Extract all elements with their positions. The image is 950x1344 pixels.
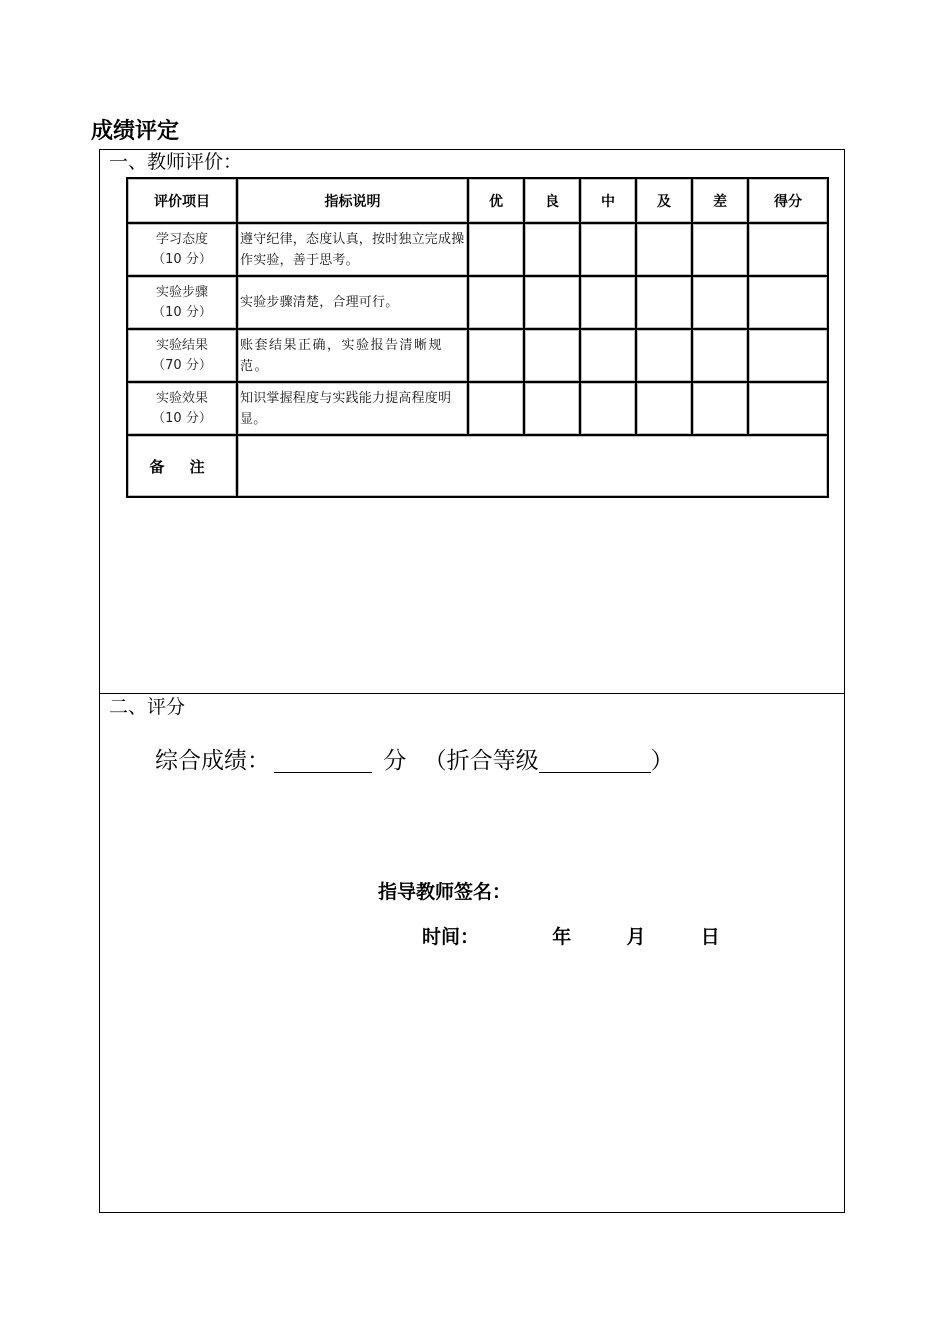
row-desc: 遵守纪律，态度认真，按时独立完成操作实验，善于思考。 bbox=[237, 223, 468, 276]
grade-cell-good[interactable] bbox=[524, 276, 580, 329]
table-row bbox=[127, 223, 828, 276]
grade-cell-excellent[interactable] bbox=[468, 276, 524, 329]
day-label: 日 bbox=[700, 926, 720, 948]
header-pass: 及 bbox=[636, 178, 692, 223]
table-header-row bbox=[127, 178, 828, 223]
row-item-cell bbox=[127, 223, 237, 276]
grade-cell-medium[interactable] bbox=[580, 382, 636, 435]
grade-cell-pass[interactable] bbox=[636, 276, 692, 329]
grade-cell-poor[interactable] bbox=[692, 223, 748, 276]
row-item-name: 实验步骤 bbox=[155, 284, 208, 300]
grade-cell-poor[interactable] bbox=[692, 276, 748, 329]
row-desc: 账套结果正确，实验报告清晰规范。 bbox=[237, 329, 468, 382]
grade-field[interactable] bbox=[539, 750, 651, 773]
grade-cell-medium[interactable] bbox=[580, 329, 636, 382]
teacher-signature-label: 指导教师签名： bbox=[378, 881, 512, 903]
grade-cell-medium[interactable] bbox=[580, 276, 636, 329]
grade-cell-excellent[interactable] bbox=[468, 382, 524, 435]
grade-cell-poor[interactable] bbox=[692, 329, 748, 382]
row-item-cell bbox=[127, 382, 237, 435]
points-unit: 分 bbox=[383, 748, 407, 774]
grade-cell-pass[interactable] bbox=[636, 382, 692, 435]
grade-cell-excellent[interactable] bbox=[468, 223, 524, 276]
score-cell[interactable] bbox=[748, 223, 828, 276]
row-item-weight: （10 分） bbox=[152, 251, 212, 267]
grade-cell-medium[interactable] bbox=[580, 223, 636, 276]
row-item-weight: （10 分） bbox=[152, 410, 212, 426]
composite-score-label: 综合成绩： bbox=[155, 748, 270, 774]
page-title: 成绩评定 bbox=[91, 119, 180, 144]
score-cell[interactable] bbox=[748, 329, 828, 382]
header-good: 良 bbox=[524, 178, 580, 223]
header-excellent: 优 bbox=[468, 178, 524, 223]
grade-cell-good[interactable] bbox=[524, 223, 580, 276]
header-eval-item: 评价项目 bbox=[127, 178, 237, 223]
grade-label: （折合等级 bbox=[423, 748, 539, 774]
header-poor: 差 bbox=[692, 178, 748, 223]
section-teacher-evaluation-label: 一、教师评价： bbox=[109, 151, 243, 173]
grade-cell-good[interactable] bbox=[524, 382, 580, 435]
table-row bbox=[127, 276, 828, 329]
row-item-name: 学习态度 bbox=[155, 231, 208, 247]
grade-close: ） bbox=[650, 748, 674, 774]
month-label: 月 bbox=[626, 926, 646, 948]
row-item-cell bbox=[127, 329, 237, 382]
year-label: 年 bbox=[552, 926, 572, 948]
row-desc: 实验步骤清楚，合理可行。 bbox=[237, 276, 468, 329]
composite-score-line bbox=[155, 750, 674, 773]
composite-score-field[interactable] bbox=[274, 750, 372, 773]
score-cell[interactable] bbox=[748, 382, 828, 435]
row-item-weight: （70 分） bbox=[152, 357, 212, 373]
grading-form bbox=[99, 149, 845, 1213]
row-item-cell bbox=[127, 276, 237, 329]
header-score: 得分 bbox=[748, 178, 828, 223]
grade-cell-excellent[interactable] bbox=[468, 329, 524, 382]
row-item-weight: （10 分） bbox=[152, 304, 212, 320]
section-divider bbox=[100, 693, 844, 694]
section-scoring-label: 二、评分 bbox=[109, 696, 186, 718]
row-item-name: 实验效果 bbox=[155, 390, 208, 406]
header-medium: 中 bbox=[580, 178, 636, 223]
notes-label: 备 注 bbox=[127, 435, 237, 497]
header-indicator: 指标说明 bbox=[237, 178, 468, 223]
grade-cell-good[interactable] bbox=[524, 329, 580, 382]
grade-cell-poor[interactable] bbox=[692, 382, 748, 435]
grade-cell-pass[interactable] bbox=[636, 223, 692, 276]
score-cell[interactable] bbox=[748, 276, 828, 329]
notes-row bbox=[127, 435, 828, 497]
time-label: 时间： bbox=[422, 926, 480, 948]
grade-cell-pass[interactable] bbox=[636, 329, 692, 382]
row-item-name: 实验结果 bbox=[155, 337, 208, 353]
row-desc: 知识掌握程度与实践能力提高程度明显。 bbox=[237, 382, 468, 435]
notes-field[interactable] bbox=[237, 435, 828, 497]
table-row bbox=[127, 382, 828, 435]
evaluation-table bbox=[126, 177, 829, 498]
date-line bbox=[422, 928, 720, 947]
table-row bbox=[127, 329, 828, 382]
